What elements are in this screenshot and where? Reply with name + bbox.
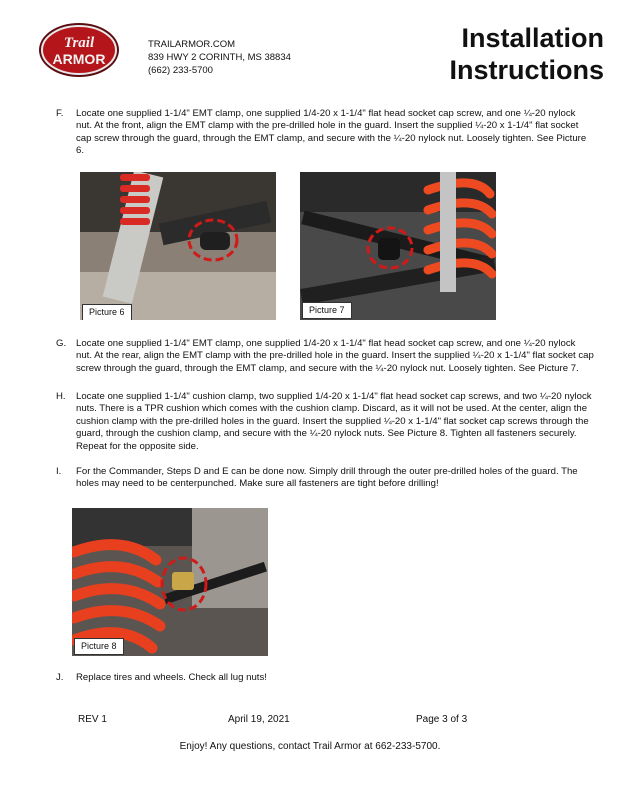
company-phone: (662) 233-5700 — [148, 65, 213, 76]
company-name: TRAILARMOR.COM — [148, 39, 236, 50]
picture-8 — [72, 508, 268, 656]
step-i — [56, 466, 596, 494]
step-h-label: H. — [56, 391, 66, 402]
picture-7 — [300, 172, 496, 320]
step-j — [56, 672, 596, 686]
step-f-label: F. — [56, 108, 64, 119]
step-g-text: Locate one supplied 1-1/4" EMT clamp, one supplied 1/4-20 x 1-1/4" flat head socket cap screw, and one ¼-20 nylock nut. At the rear, align the EMT clamp with the pre-drilled hole in the guard. Insert the supplied ¼-20 x 1-1/4" flat socket cap screw through the guard, through the EMT clamp, and secure with the ¼-20 nylock nut. Loosely tighten. See Picture 7. — [76, 338, 594, 374]
step-i-text: For the Commander, Steps D and E can be done now. Simply drill through the outer pre-drilled holes of the guard. The holes may need to be centerpunched. Make sure all fasteners are tight before drilling! — [76, 466, 578, 490]
logo-text-top: Trail — [63, 35, 95, 51]
page-number: Page 3 of 3 — [416, 714, 468, 725]
company-info — [148, 38, 291, 77]
picture-8-caption: Picture 8 — [74, 638, 124, 655]
step-h-text: Locate one supplied 1-1/4" cushion clamp, two supplied 1/4-20 x 1-1/4" flat head socket cap screws, and two ¼-20 nylock nuts. There is a TPR cushion which comes with the cushion clamp. Discard, as it will not be used. At the center, align the cushion clamp with the pre-drilled holes in the guard. Insert the supplied ¼-20 x 1-1/4" flat socket cap screws through the guard, through the cushion clamp, and secure with the ¼-20 nylock nuts. See Picture 8. Tighten all fasteners securely. Repeat for the opposite side. — [76, 391, 592, 452]
step-f — [56, 108, 596, 160]
step-g — [56, 338, 596, 390]
step-h — [56, 391, 596, 467]
picture-6-caption: Picture 6 — [82, 304, 132, 320]
footer-date: April 19, 2021 — [228, 714, 290, 725]
revision: REV 1 — [78, 714, 107, 725]
step-i-label: I. — [56, 466, 62, 477]
step-j-label: J. — [56, 672, 64, 683]
picture-6 — [80, 172, 276, 320]
closing-message: Enjoy! Any questions, contact Trail Armor at 662-233-5700. — [179, 741, 441, 752]
company-address: 839 HWY 2 CORINTH, MS 38834 — [148, 52, 291, 63]
title-line-1: Installation — [461, 23, 604, 53]
step-f-text: Locate one supplied 1-1/4" EMT clamp, one supplied 1/4-20 x 1-1/4" flat head socket cap screw, and one ¼-20 nylock nut. At the front, align the EMT clamp with the pre-drilled hole in the guard. Insert the supplied ¼-20 x 1-1/4" flat socket cap screw through the guard, through the EMT clamp, and secure with the ¼-20 nylock nut. Loosely tighten. See Picture 6. — [76, 108, 587, 157]
picture-7-caption: Picture 7 — [302, 302, 352, 319]
logo-text-bottom: ARMOR — [52, 51, 106, 67]
title-line-2: Instructions — [449, 55, 604, 85]
trail-armor-logo — [38, 22, 120, 78]
page-title — [449, 22, 604, 86]
step-j-text: Replace tires and wheels. Check all lug nuts! — [76, 672, 267, 683]
step-g-label: G. — [56, 338, 67, 349]
